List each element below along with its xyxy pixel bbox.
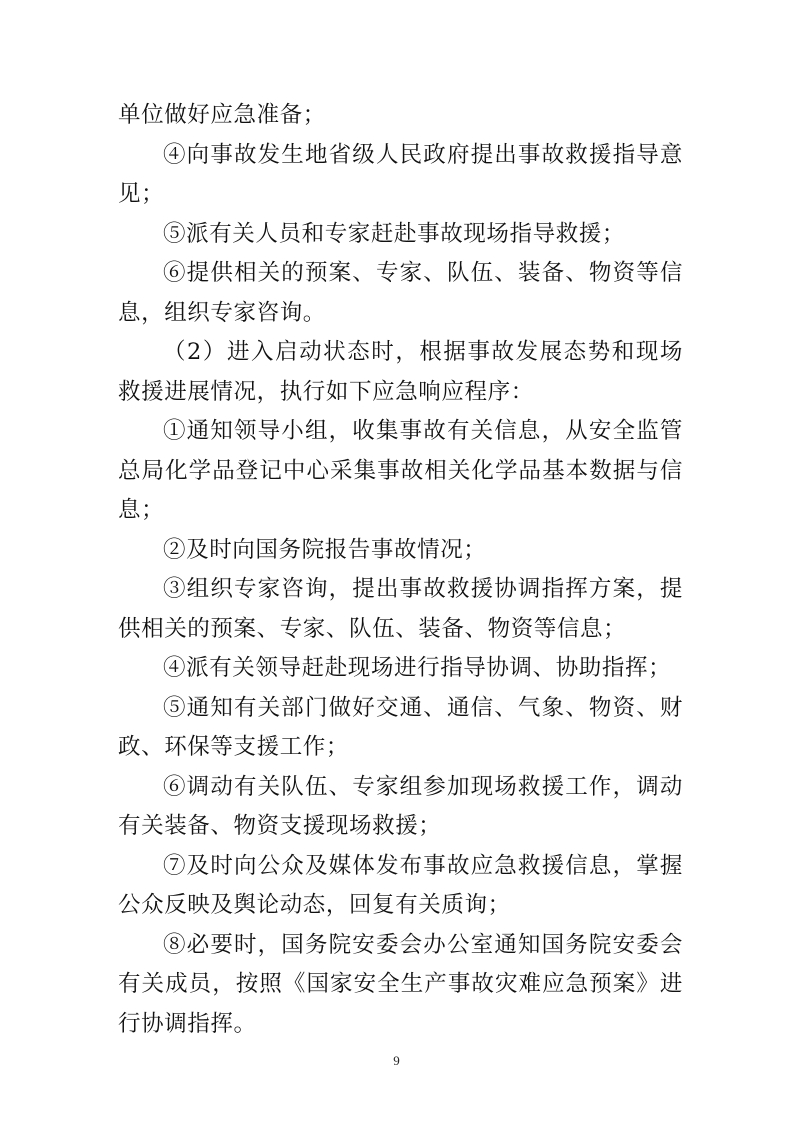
page-number: 9 xyxy=(393,1053,400,1068)
document-body xyxy=(118,96,683,1044)
paragraph-item-4-guidance: ④向事故发生地省级人民政府提出事故救援指导意见； xyxy=(118,141,683,207)
paragraph-step-6-mobilize: ⑥调动有关队伍、专家组参加现场救援工作，调动有关装备、物资支援现场救援； xyxy=(118,773,683,839)
paragraph-step-2-report: ②及时向国务院报告事故情况； xyxy=(163,536,487,563)
paragraph-step-7-publish: ⑦及时向公众及媒体发布事故应急救援信息，掌握公众反映及舆论动态，回复有关质询； xyxy=(118,852,683,918)
paragraph-step-5-support: ⑤通知有关部门做好交通、通信、气象、物资、财政、环保等支援工作； xyxy=(118,694,683,760)
paragraph-item-6-provide-info: ⑥提供相关的预案、专家、队伍、装备、物资等信息，组织专家咨询。 xyxy=(118,260,683,326)
paragraph-continuation: 单位做好应急准备； xyxy=(118,102,326,128)
paragraph-step-1-notify: ①通知领导小组，收集事故有关信息，从安全监管总局化学品登记中心采集事故相关化学品基本数据与信息； xyxy=(118,418,683,523)
paragraph-item-5-dispatch-experts: ⑤派有关人员和专家赶赴事故现场指导救援； xyxy=(163,220,626,247)
paragraph-step-3-consult: ③组织专家咨询，提出事故救援协调指挥方案，提供相关的预案、专家、队伍、装备、物资等信息； xyxy=(118,576,683,642)
paragraph-section-2-heading: （2）进入启动状态时，根据事故发展态势和现场救援进展情况，执行如下应急响应程序： xyxy=(118,339,683,405)
paragraph-step-8-coordinate: ⑧必要时，国务院安委会办公室通知国务院安委会有关成员，按照《国家安全生产事故灾难应急预案》进行协调指挥。 xyxy=(118,931,683,1037)
paragraph-step-4-leaders: ④派有关领导赶赴现场进行指导协调、协助指挥； xyxy=(163,655,672,681)
